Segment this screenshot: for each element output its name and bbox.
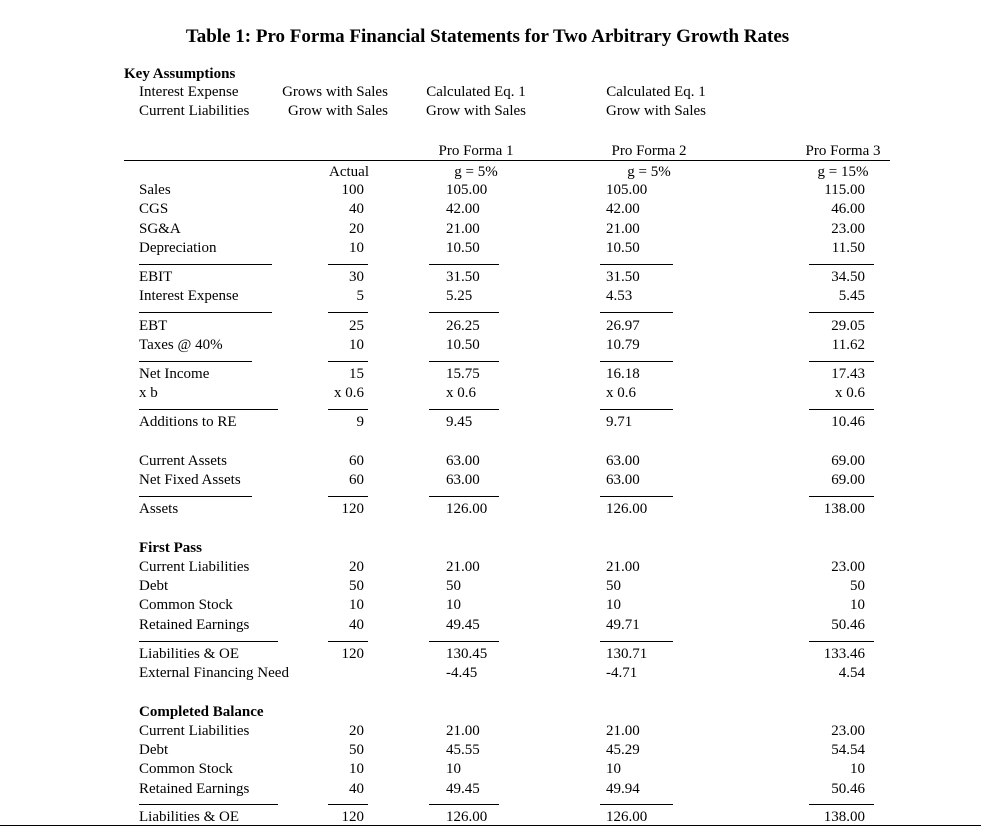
pro-forma-2-value: x 0.6 [606, 385, 636, 401]
pro-forma-2-value: 31.50 [606, 269, 640, 285]
row-label: Current Assets [139, 453, 227, 469]
subtotal-rule [429, 361, 499, 362]
subtotal-rule [809, 409, 874, 410]
row-label: Sales [139, 182, 171, 198]
liabilities-assumption-actual: Grow with Sales [288, 103, 388, 119]
actual-value: 15 [349, 366, 364, 382]
pro-forma-3-value: x 0.6 [835, 385, 865, 401]
pro-forma-1-value: 10 [446, 597, 461, 613]
pro-forma-3-value: 10 [850, 761, 865, 777]
actual-value: 120 [341, 501, 364, 517]
subtotal-rule [429, 804, 499, 805]
actual-value: 20 [349, 559, 364, 575]
section-heading: First Pass [139, 540, 202, 556]
actual-value: 50 [349, 742, 364, 758]
subtotal-rule [139, 496, 252, 497]
row-label: External Financing Need [139, 665, 289, 681]
row-label: Current Liabilities [139, 723, 250, 739]
actual-value: 40 [349, 201, 364, 217]
section-heading: Completed Balance [139, 704, 264, 720]
subtotal-rule [600, 409, 673, 410]
actual-header: Actual [329, 164, 369, 180]
row-label: Debt [139, 742, 169, 758]
subtotal-rule [809, 496, 874, 497]
pro-forma-1-growth: g = 5% [454, 164, 498, 180]
row-label: EBIT [139, 269, 173, 285]
pro-forma-1-value: x 0.6 [446, 385, 476, 401]
pro-forma-1-value: 5.25 [446, 288, 473, 304]
subtotal-rule [429, 496, 499, 497]
pro-forma-1-value: 9.45 [446, 414, 473, 430]
actual-value: 20 [349, 723, 364, 739]
pro-forma-1-value: 105.00 [446, 182, 488, 198]
row-label: Common Stock [139, 761, 233, 777]
row-label: Assets [139, 501, 179, 517]
actual-value: 40 [349, 781, 364, 797]
pro-forma-2-header: Pro Forma 2 [611, 143, 687, 159]
pro-forma-2-value: -4.71 [606, 665, 638, 681]
subtotal-rule [809, 804, 874, 805]
pro-forma-2-value: 126.00 [606, 809, 648, 825]
subtotal-rule [429, 641, 499, 642]
subtotal-rule [139, 312, 272, 313]
pro-forma-1-value: 21.00 [446, 559, 480, 575]
row-label: x b [139, 385, 158, 401]
pro-forma-3-value: 10 [850, 597, 865, 613]
subtotal-rule [809, 641, 874, 642]
liabilities-assumption-pf2: Grow with Sales [606, 103, 706, 119]
pro-forma-2-value: 21.00 [606, 559, 640, 575]
pro-forma-3-value: 69.00 [831, 472, 865, 488]
row-label: Liabilities & OE [139, 646, 239, 662]
pro-forma-2-value: 42.00 [606, 201, 640, 217]
row-label: Debt [139, 578, 169, 594]
pro-forma-1-value: 42.00 [446, 201, 480, 217]
row-label: Net Income [139, 366, 210, 382]
actual-value: 5 [356, 288, 364, 304]
pro-forma-1-value: 21.00 [446, 723, 480, 739]
pro-forma-2-value: 4.53 [606, 288, 633, 304]
actual-value: 120 [341, 809, 364, 825]
subtotal-rule [809, 312, 874, 313]
pro-forma-3-value: 5.45 [838, 288, 865, 304]
row-label: Taxes @ 40% [139, 337, 223, 353]
pro-forma-2-value: 16.18 [606, 366, 640, 382]
row-label: SG&A [139, 221, 181, 237]
interest-assumption-label: Interest Expense [139, 84, 239, 100]
pro-forma-3-value: 34.50 [831, 269, 865, 285]
pro-forma-2-value: 45.29 [606, 742, 640, 758]
liabilities-assumption-pf1: Grow with Sales [426, 103, 526, 119]
pro-forma-2-value: 63.00 [606, 472, 640, 488]
subtotal-rule [429, 409, 499, 410]
pro-forma-3-value: 11.62 [831, 337, 865, 353]
subtotal-rule [328, 361, 368, 362]
subtotal-rule [328, 804, 368, 805]
interest-assumption-pf1: Calculated Eq. 1 [426, 84, 526, 100]
pro-forma-3-growth: g = 15% [817, 164, 869, 180]
pro-forma-3-value: 10.46 [831, 414, 865, 430]
actual-value: 50 [349, 578, 364, 594]
subtotal-rule [600, 496, 673, 497]
header-rule [124, 160, 890, 161]
pro-forma-3-value: 46.00 [831, 201, 865, 217]
page-title: Table 1: Pro Forma Financial Statements for Two Arbitrary Growth Rates [185, 26, 790, 47]
row-label: Retained Earnings [139, 781, 250, 797]
pro-forma-1-value: 63.00 [446, 472, 480, 488]
subtotal-rule [600, 641, 673, 642]
pro-forma-2-value: 21.00 [606, 723, 640, 739]
subtotal-rule [139, 409, 278, 410]
pro-forma-1-value: 49.45 [446, 617, 480, 633]
pro-forma-3-value: 29.05 [831, 318, 865, 334]
row-label: Common Stock [139, 597, 233, 613]
actual-value: 20 [349, 221, 364, 237]
row-label: EBT [139, 318, 168, 334]
pro-forma-2-value: 49.71 [606, 617, 640, 633]
row-label: Current Liabilities [139, 559, 250, 575]
subtotal-rule [809, 361, 874, 362]
subtotal-rule [328, 312, 368, 313]
liabilities-assumption-label: Current Liabilities [139, 103, 250, 119]
pro-forma-1-value: 49.45 [446, 781, 480, 797]
pro-forma-3-value: 11.50 [831, 240, 865, 256]
pro-forma-3-header: Pro Forma 3 [805, 143, 881, 159]
actual-value: 25 [349, 318, 364, 334]
pro-forma-3-value: 23.00 [831, 559, 865, 575]
key-assumptions-heading: Key Assumptions [124, 66, 236, 82]
pro-forma-2-value: 9.71 [606, 414, 633, 430]
actual-value: 60 [349, 453, 364, 469]
pro-forma-2-value: 63.00 [606, 453, 640, 469]
pro-forma-1-value: 45.55 [446, 742, 480, 758]
actual-value: 120 [341, 646, 364, 662]
subtotal-rule [328, 641, 368, 642]
actual-value: 60 [349, 472, 364, 488]
pro-forma-1-value: 10 [446, 761, 461, 777]
subtotal-rule [600, 361, 673, 362]
subtotal-rule [0, 825, 981, 826]
pro-forma-3-value: 17.43 [831, 366, 865, 382]
pro-forma-1-value: -4.45 [446, 665, 478, 681]
pro-forma-1-value: 26.25 [446, 318, 480, 334]
pro-forma-2-value: 126.00 [606, 501, 648, 517]
pro-forma-3-value: 50 [850, 578, 865, 594]
pro-forma-2-growth: g = 5% [627, 164, 671, 180]
pro-forma-3-value: 50.46 [831, 781, 865, 797]
pro-forma-1-value: 10.50 [446, 240, 480, 256]
pro-forma-3-value: 115.00 [824, 182, 865, 198]
actual-value: 10 [349, 761, 364, 777]
actual-value: 10 [349, 337, 364, 353]
row-label: Net Fixed Assets [139, 472, 241, 488]
subtotal-rule [328, 409, 368, 410]
pro-forma-2-value: 10 [606, 597, 621, 613]
pro-forma-3-value: 69.00 [831, 453, 865, 469]
actual-value: 30 [349, 269, 364, 285]
pro-forma-2-value: 49.94 [606, 781, 640, 797]
pro-forma-3-value: 138.00 [823, 501, 865, 517]
pro-forma-3-value: 4.54 [838, 665, 865, 681]
pro-forma-2-value: 10.50 [606, 240, 640, 256]
pro-forma-1-value: 21.00 [446, 221, 480, 237]
pro-forma-3-value: 23.00 [831, 221, 865, 237]
subtotal-rule [328, 496, 368, 497]
subtotal-rule [139, 361, 252, 362]
actual-value: x 0.6 [334, 385, 364, 401]
pro-forma-2-value: 130.71 [606, 646, 648, 662]
interest-assumption-actual: Grows with Sales [282, 84, 388, 100]
subtotal-rule [600, 312, 673, 313]
subtotal-rule [809, 264, 874, 265]
pro-forma-2-value: 105.00 [606, 182, 648, 198]
pro-forma-1-value: 126.00 [446, 501, 488, 517]
pro-forma-1-value: 126.00 [446, 809, 488, 825]
subtotal-rule [328, 264, 368, 265]
pro-forma-2-value: 21.00 [606, 221, 640, 237]
subtotal-rule [429, 264, 499, 265]
pro-forma-1-header: Pro Forma 1 [438, 143, 514, 159]
pro-forma-1-value: 50 [446, 578, 461, 594]
pro-forma-1-value: 15.75 [446, 366, 480, 382]
pro-forma-2-value: 10 [606, 761, 621, 777]
subtotal-rule [139, 641, 278, 642]
pro-forma-2-value: 50 [606, 578, 621, 594]
actual-value: 10 [349, 240, 364, 256]
row-label: CGS [139, 201, 169, 217]
row-label: Depreciation [139, 240, 217, 256]
pro-forma-3-value: 133.46 [823, 646, 865, 662]
subtotal-rule [600, 804, 673, 805]
pro-forma-1-value: 63.00 [446, 453, 480, 469]
pro-forma-2-value: 26.97 [606, 318, 640, 334]
row-label: Interest Expense [139, 288, 239, 304]
pro-forma-3-value: 138.00 [823, 809, 865, 825]
row-label: Additions to RE [139, 414, 237, 430]
actual-value: 100 [341, 182, 364, 198]
subtotal-rule [600, 264, 673, 265]
pro-forma-1-value: 130.45 [446, 646, 488, 662]
actual-value: 40 [349, 617, 364, 633]
interest-assumption-pf2: Calculated Eq. 1 [606, 84, 706, 100]
actual-value: 9 [356, 414, 364, 430]
pro-forma-3-value: 23.00 [831, 723, 865, 739]
subtotal-rule [139, 804, 278, 805]
pro-forma-3-value: 54.54 [831, 742, 865, 758]
subtotal-rule [139, 264, 272, 265]
pro-forma-3-value: 50.46 [831, 617, 865, 633]
row-label: Retained Earnings [139, 617, 250, 633]
pro-forma-1-value: 10.50 [446, 337, 480, 353]
actual-value: 10 [349, 597, 364, 613]
pro-forma-1-value: 31.50 [446, 269, 480, 285]
row-label: Liabilities & OE [139, 809, 239, 825]
subtotal-rule [429, 312, 499, 313]
pro-forma-2-value: 10.79 [606, 337, 640, 353]
